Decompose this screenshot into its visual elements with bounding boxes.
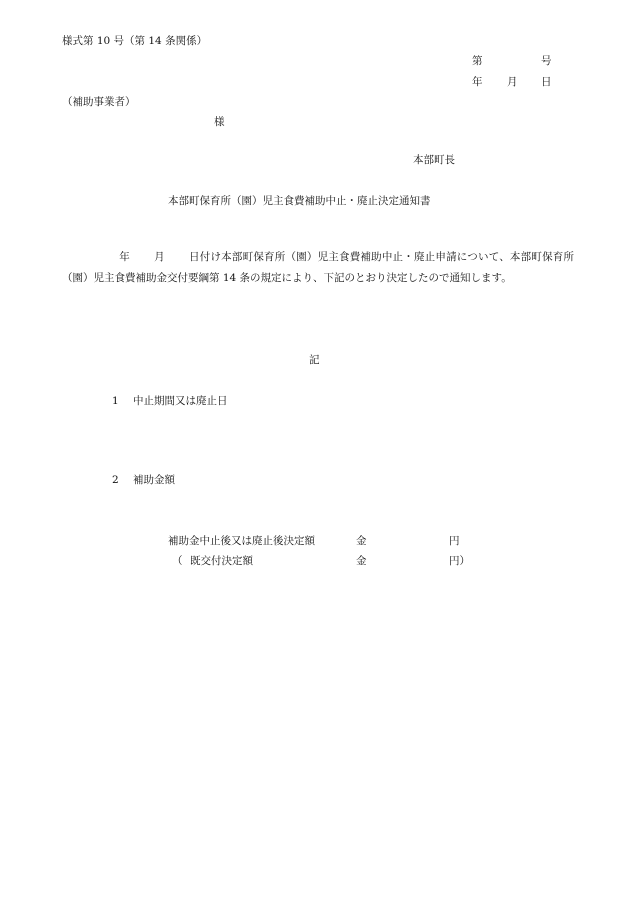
item-1-label: 中止期間又は廃止日 — [133, 395, 228, 407]
amount-decided-label: 補助金中止後又は廃止後決定額 — [168, 535, 315, 547]
sender-name: 本部町長 — [413, 154, 455, 166]
amount-granted-label: 既交付決定額 — [190, 555, 253, 567]
date-month: 月 — [507, 76, 518, 88]
item-2-label: 補助金額 — [133, 474, 175, 486]
ki-heading: 記 — [309, 354, 320, 366]
amount-granted-yen: 円） — [449, 555, 470, 567]
body-date-year: 年 — [119, 251, 130, 263]
amount-decided-yen: 円 — [449, 535, 460, 547]
body-date-month: 月 — [153, 251, 165, 263]
recipient-label: （補助事業者） — [62, 96, 136, 108]
item-1-number: 1 — [112, 395, 119, 407]
body-text: 日付け本部町保育所（園）児主食費補助中止・廃止申請について、本部町保育所（園）児主食費補助金交付要綱第 14 条の規定により、下記のとおり決定したので通知します。 — [62, 251, 574, 284]
document-title: 本部町保育所（園）児主食費補助中止・廃止決定通知書 — [168, 195, 431, 207]
amount-decided-kin: 金 — [356, 535, 367, 547]
doc-number-prefix: 第 — [472, 55, 483, 67]
date-day: 日 — [541, 76, 552, 88]
date-year: 年 — [472, 76, 483, 88]
recipient-honorific: 様 — [214, 116, 225, 128]
item-2-number: 2 — [112, 474, 119, 486]
body-paragraph — [62, 247, 574, 289]
form-label: 様式第 10 号（第 14 条関係） — [62, 35, 208, 47]
amount-granted-kin: 金 — [356, 555, 367, 567]
amount-granted-open-paren: （ — [172, 555, 183, 567]
doc-number-suffix: 号 — [541, 55, 552, 67]
